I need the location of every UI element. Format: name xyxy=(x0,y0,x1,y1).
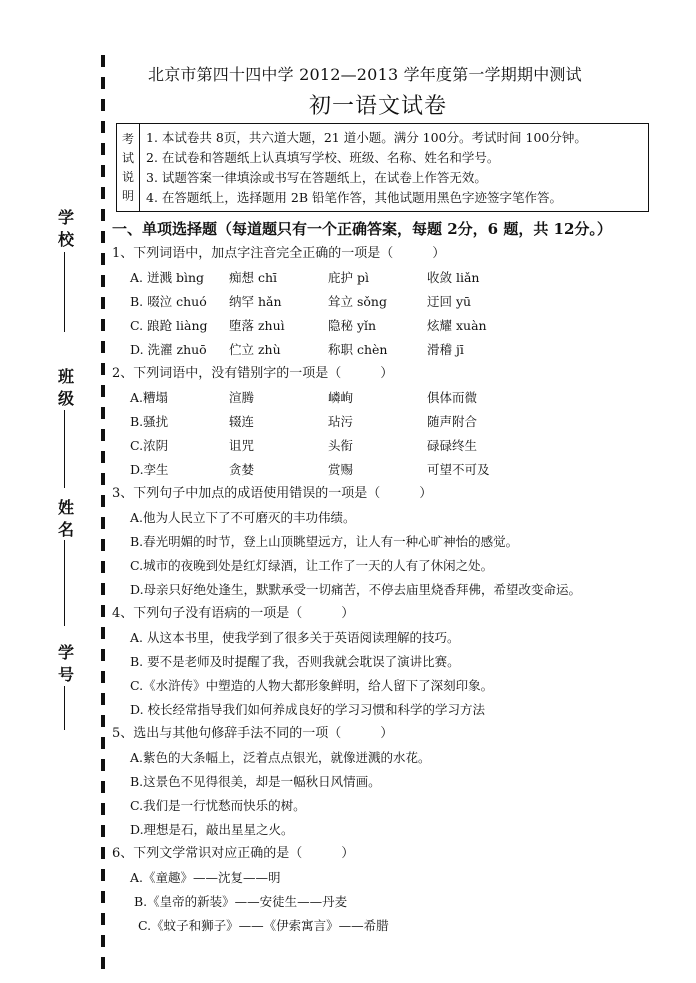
question-5-option: B.这景色不见得很美，却是一幅秋日风情画。 xyxy=(130,774,381,789)
option-cell: A.糟塌 xyxy=(130,390,169,405)
question-3-stem: 3、下列句子中加点的成语使用错误的一项是（ ） xyxy=(112,486,433,501)
question-1-option-row xyxy=(112,314,672,338)
question-4-option: B. 要不是老师及时提醒了我，否则我就会耽误了演讲比赛。 xyxy=(130,654,460,669)
question-2-option-row xyxy=(112,458,672,482)
option-cell: A. 迸溅 bìng xyxy=(130,270,204,285)
question-6-option: B.《皇帝的新装》——安徒生——丹麦 xyxy=(134,894,348,909)
instructions-label-char: 试 xyxy=(121,150,134,165)
instructions-label xyxy=(117,124,140,211)
option-cell: 辍连 xyxy=(229,414,255,429)
question-1-stem: 1、下列词语中，加点字注音完全正确的一项是（ ） xyxy=(112,246,446,261)
question-6-option: C.《蚊子和狮子》——《伊索寓言》——希腊 xyxy=(138,918,389,933)
option-cell: 迂回 yū xyxy=(427,294,472,309)
question-3-option: A.他为人民立下了不可磨灭的丰功伟绩。 xyxy=(130,510,356,525)
question-1-option-row xyxy=(112,290,672,314)
option-cell: 炫耀 xuàn xyxy=(427,318,487,333)
option-cell: 可望不可及 xyxy=(427,462,490,477)
question-5-stem: 5、选出与其他句修辞手法不同的一项（ ） xyxy=(112,726,394,741)
option-cell: 碌碌终生 xyxy=(427,438,478,453)
instructions-label-char: 考 xyxy=(121,131,134,146)
question-3-option: D.母亲只好绝处逢生，默默承受一切痛苦，不停去庙里烧香拜佛，希望改变命运。 xyxy=(130,582,582,597)
option-cell: 纳罕 hǎn xyxy=(229,294,282,309)
exam-subtitle: 初一语文试卷 xyxy=(308,94,447,119)
question-4-option: D. 校长经常指导我们如何养成良好的学习习惯和科学的学习方法 xyxy=(130,702,486,717)
question-4-stem: 4、下列句子没有语病的一项是（ ） xyxy=(112,606,355,621)
question-2-option-row xyxy=(112,386,672,410)
binding-dashed-line xyxy=(101,55,105,970)
name-label: 姓名 xyxy=(57,498,74,539)
option-cell: 收敛 liǎn xyxy=(427,270,480,285)
question-2-option-row xyxy=(112,410,672,434)
option-cell: 赏赐 xyxy=(328,462,354,477)
exam-title: 北京市第四十四中学 2012—2013 学年度第一学期期中测试 xyxy=(148,65,582,84)
question-4-option: A. 从这本书里，使我学到了很多关于英语阅读理解的技巧。 xyxy=(130,630,460,645)
question-4-option: C.《水浒传》中塑造的人物大都形象鲜明，给人留下了深刻印象。 xyxy=(130,678,494,693)
school-label: 学校 xyxy=(57,208,74,249)
option-cell: 玷污 xyxy=(328,414,354,429)
option-cell: 称职 chèn xyxy=(328,342,388,357)
option-cell: 渲腾 xyxy=(229,390,255,405)
school-line xyxy=(64,252,65,332)
instructions-list xyxy=(140,124,587,211)
class-line xyxy=(64,410,65,488)
option-cell: 伫立 zhù xyxy=(229,342,281,357)
option-cell: 庇护 pì xyxy=(328,270,369,285)
option-cell: D.孪生 xyxy=(130,462,169,477)
option-cell: 贪婪 xyxy=(229,462,255,477)
question-1-option-row xyxy=(112,266,672,290)
question-5-option: D.理想是石，敲出星星之火。 xyxy=(130,822,294,837)
instruction-item: 1. 本试卷共 8页，共六道大题，21 道小题。满分 100分。考试时间 100分钟。 xyxy=(146,130,587,145)
exam-instructions-box xyxy=(116,123,649,212)
option-cell: D. 洗濯 zhuō xyxy=(130,342,207,357)
option-cell: 俱体而微 xyxy=(427,390,478,405)
instructions-label-char: 明 xyxy=(121,188,134,203)
question-3-option: C.城市的夜晚到处是红灯绿酒，让工作了一天的人有了休闲之处。 xyxy=(130,558,494,573)
option-cell: 滑稽 jī xyxy=(427,342,464,357)
option-cell: 堕落 zhuì xyxy=(229,318,285,333)
option-cell: 诅咒 xyxy=(229,438,255,453)
student-number-line xyxy=(64,686,65,730)
question-6-stem: 6、下列文学常识对应正确的是（ ） xyxy=(112,846,355,861)
instruction-item: 4. 在答题纸上，选择题用 2B 铅笔作答，其他试题用黑色字迹签字笔作答。 xyxy=(146,190,562,205)
option-cell: C. 踉跄 liàng xyxy=(130,318,208,333)
class-label: 班级 xyxy=(57,367,74,408)
option-cell: C.浓阴 xyxy=(130,438,169,453)
section-heading: 一、单项选择题（每道题只有一个正确答案，每题 2分，6 题，共 12分。） xyxy=(112,220,612,238)
question-5-option: C.我们是一行忧愁而快乐的树。 xyxy=(130,798,306,813)
student-number-label: 学号 xyxy=(57,643,74,684)
name-line xyxy=(64,540,65,626)
exam-content xyxy=(112,216,672,938)
option-cell: 随声附合 xyxy=(427,414,478,429)
question-6-option: A.《童趣》——沈复——明 xyxy=(130,870,281,885)
option-cell: B.骚扰 xyxy=(130,414,169,429)
option-cell: 耸立 sǒng xyxy=(328,294,387,309)
question-2-option-row xyxy=(112,434,672,458)
question-5-option: A.紫色的大条幅上，泛着点点银光，就像迸溅的水花。 xyxy=(130,750,431,765)
option-cell: 嶙峋 xyxy=(328,390,354,405)
question-1-option-row xyxy=(112,338,672,362)
instructions-label-char: 说 xyxy=(121,169,134,184)
option-cell: 头衔 xyxy=(328,438,354,453)
instruction-item: 2. 在试卷和答题纸上认真填写学校、班级、名称、姓名和学号。 xyxy=(146,150,500,165)
instruction-item: 3. 试题答案一律填涂或书写在答题纸上，在试卷上作答无效。 xyxy=(146,170,487,185)
question-2-stem: 2、下列词语中，没有错别字的一项是（ ） xyxy=(112,366,394,381)
option-cell: 隐秘 yǐn xyxy=(328,318,377,333)
question-3-option: B.春光明媚的时节，登上山顶眺望远方，让人有一种心旷神怡的感觉。 xyxy=(130,534,519,549)
option-cell: 痴想 chī xyxy=(229,270,278,285)
option-cell: B. 啜泣 chuó xyxy=(130,294,207,309)
